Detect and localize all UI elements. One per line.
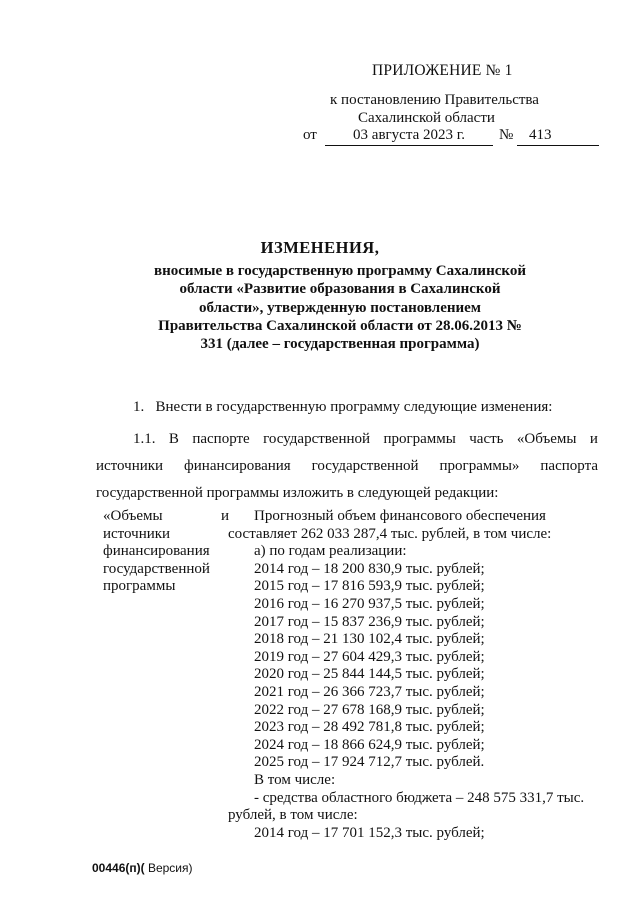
word: паспорта — [540, 458, 598, 474]
financing-line: 2020 год – 25 844 144,5 тыс. рублей; — [254, 666, 485, 683]
financing-line: 2014 год – 17 701 152,3 тыс. рублей; — [254, 824, 485, 841]
paragraph-1-1 — [96, 426, 598, 507]
financing-line: В том числе: — [254, 771, 336, 788]
word: программы» — [439, 458, 520, 474]
financing-line: Прогнозный объем финансового обеспечения — [254, 508, 546, 524]
to-decree-label: к постановлению Правительства — [330, 92, 539, 108]
word: «Объемы — [516, 431, 577, 447]
financing-line: - средства областного бюджета – 248 575 331,7 тыс. — [254, 789, 585, 806]
financing-line: 2019 год – 27 604 429,3 тыс. рублей; — [254, 648, 485, 665]
word: государственной — [263, 431, 371, 447]
left-cell-word: и — [220, 508, 229, 524]
word: часть — [469, 431, 504, 447]
word: источники — [96, 458, 164, 474]
left-cell-line: программы — [103, 578, 176, 595]
document-code: 00446(п)( — [92, 861, 145, 875]
passport-table-left-cell — [103, 508, 233, 596]
word: и — [589, 431, 598, 447]
decree-date-line — [303, 127, 603, 147]
financing-line: рублей, в том числе: — [228, 807, 358, 824]
financing-line: 2018 год – 21 130 102,4 тыс. рублей; — [254, 631, 485, 648]
word: паспорте — [192, 431, 250, 447]
financing-line: 2024 год – 18 866 624,9 тыс. рублей; — [254, 736, 485, 753]
appendix-label: ПРИЛОЖЕНИЕ № 1 — [372, 62, 513, 79]
subtitle-line: 331 (далее – государственная программа) — [200, 336, 480, 353]
left-cell-line: источники — [103, 525, 171, 542]
financing-line: составляет 262 033 287,4 тыс. рублей, в том числе: — [228, 525, 552, 542]
financing-line: 2021 год – 26 366 723,7 тыс. рублей; — [254, 683, 485, 700]
version-label: Версия) — [144, 861, 193, 875]
word: 1.1. — [133, 431, 156, 447]
subtitle-line: области «Развитие образования в Сахалинской — [179, 281, 501, 298]
financing-line: 2023 год – 28 492 781,8 тыс. рублей; — [254, 719, 485, 736]
financing-line: а) по годам реализации: — [254, 543, 407, 560]
left-cell-first-line — [103, 508, 229, 526]
financing-line: 2016 год – 16 270 937,5 тыс. рублей; — [254, 595, 485, 612]
financing-line: 2017 год – 15 837 236,9 тыс. рублей; — [254, 613, 485, 630]
left-cell-line: финансирования — [103, 543, 210, 560]
subtitle-line: Правительства Сахалинской области от 28.06.2013 № — [158, 317, 522, 334]
word: программы — [383, 431, 456, 447]
decree-number: 413 — [517, 127, 599, 146]
passport-table-right-cell — [228, 508, 608, 842]
financing-line: 2025 год – 17 924 712,7 тыс. рублей. — [254, 754, 485, 771]
subtitle-line: области», утвержденную постановлением — [198, 299, 482, 316]
footer-version — [92, 861, 193, 875]
financing-line: 2022 год – 27 678 168,9 тыс. рублей; — [254, 701, 485, 718]
paragraph-line — [96, 453, 598, 480]
region-label: Сахалинской области — [358, 110, 495, 126]
subtitle-line: вносимые в государственную программу Сахалинской — [154, 263, 526, 279]
document-title: ИЗМЕНЕНИЯ, — [260, 238, 380, 257]
left-cell-line: государственной — [103, 560, 210, 577]
left-cell-word: «Объемы — [103, 508, 163, 524]
document-subtitle — [150, 262, 530, 353]
financing-line: 2015 год – 17 816 593,9 тыс. рублей; — [254, 578, 485, 595]
paragraph-1: 1. Внести в государственную программу следующие изменения: — [133, 399, 553, 415]
financing-line: 2014 год – 18 200 830,9 тыс. рублей; — [254, 560, 485, 577]
word: В — [168, 431, 179, 447]
number-sign: № — [499, 127, 514, 143]
paragraph-line: государственной программы изложить в следующей редакции: — [96, 485, 499, 501]
word: финансирования — [184, 458, 291, 474]
paragraph-line — [96, 426, 598, 453]
decree-date: 03 августа 2023 г. — [325, 127, 493, 146]
word: государственной — [311, 458, 419, 474]
date-prefix: от — [303, 127, 317, 143]
